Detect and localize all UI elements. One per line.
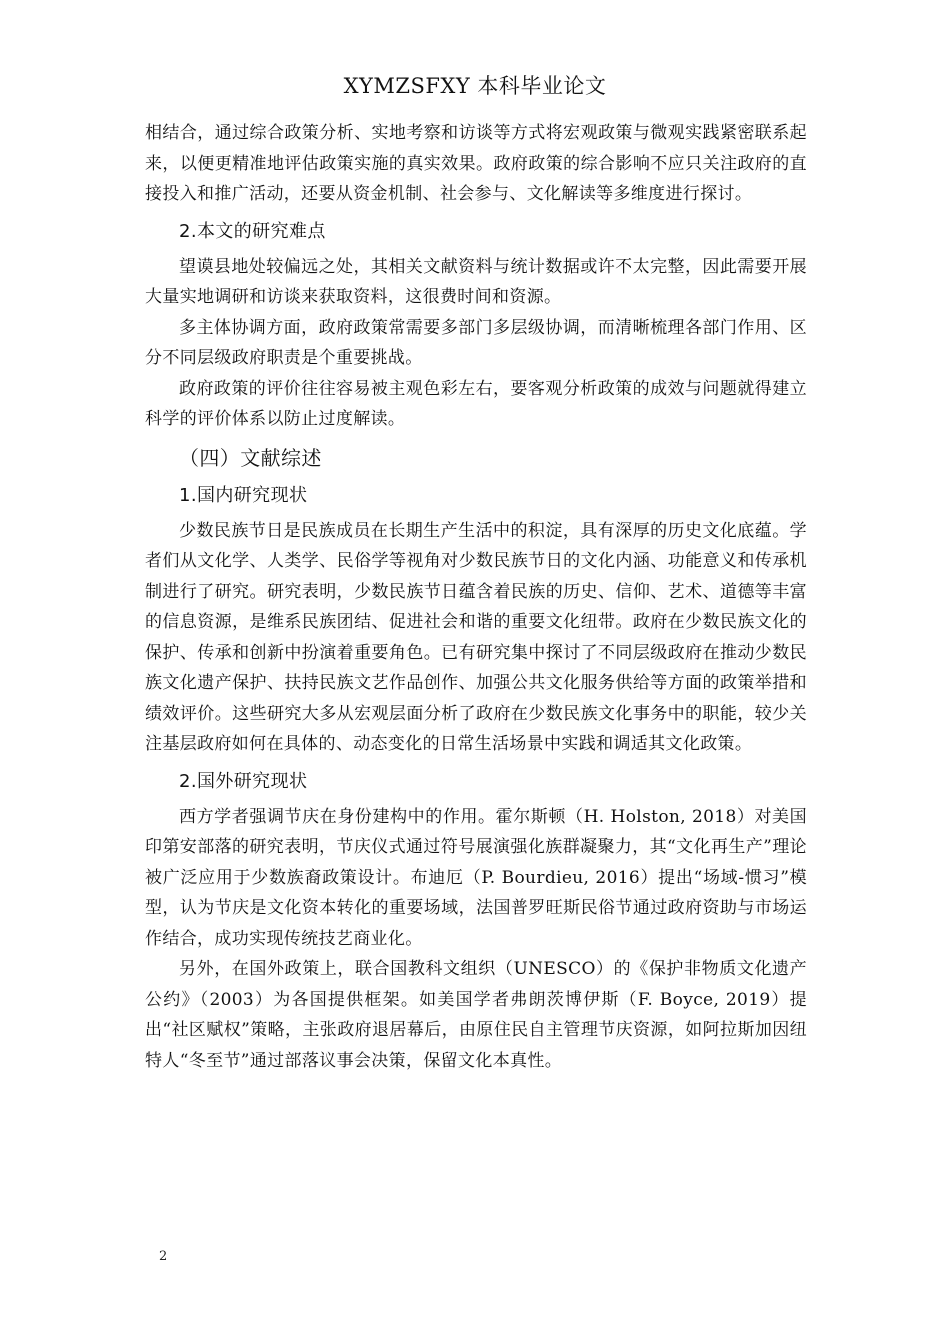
section-heading-foreign-research: 2.国外研究现状 bbox=[179, 770, 308, 792]
paragraph: 另外，在国外政策上，联合国教科文组织（UNESCO）的《保护非物质文化遗产公约》（2003）为各国提供框架。如美国学者弗朗茨博伊斯（F. Boyce, 2019）提出“社区赋权”策略，主张政府退居幕后，由原住民自主管理节庆资源，如阿拉斯加因纽特人“冬至节”通过部落议事会决策，保留文化本真性。 bbox=[145, 959, 807, 1071]
section-heading-domestic-research: 1.国内研究现状 bbox=[179, 484, 308, 506]
paragraph: 政府政策的评价往往容易被主观色彩左右，要客观分析政策的成效与问题就得建立科学的评价体系以防止过度解读。 bbox=[145, 378, 807, 429]
continued-paragraph: 相结合，通过综合政策分析、实地考察和访谈等方式将宏观政策与微观实践紧密联系起来，以便更精准地评估政策实施的真实效果。政府政策的综合影响不应只关注政府的直接投入和推广活动，还要从资金机制、社会参与、文化解读等多维度进行探讨。 bbox=[145, 123, 807, 204]
section-heading-difficulties: 2.本文的研究难点 bbox=[179, 220, 326, 242]
paragraph: 西方学者强调节庆在身份建构中的作用。霍尔斯顿（H. Holston, 2018）对美国印第安部落的研究表明，节庆仪式通过符号展演强化族群凝聚力，其“文化再生产”理论被广泛应用于少数族裔政策设计。布迪厄（P. Bourdieu, 2016）提出“场域-惯习”模型，认为节庆是文化资本转化的重要场域，法国普罗旺斯民俗节通过政府资助与市场运作结合，成功实现传统技艺商业化。 bbox=[145, 806, 807, 949]
running-header: XYMZSFXY 本科毕业论文 bbox=[343, 74, 607, 98]
paragraph: 多主体协调方面，政府政策常需要多部门多层级协调，而清晰梳理各部门作用、区分不同层级政府职责是个重要挑战。 bbox=[145, 317, 807, 368]
paragraph: 望谟县地处较偏远之处，其相关文献资料与统计数据或许不太完整，因此需要开展大量实地调研和访谈来获取资料，这很费时间和资源。 bbox=[145, 256, 807, 307]
page-number: 2 bbox=[159, 1249, 168, 1264]
section-heading-literature-review: （四）文献综述 bbox=[179, 445, 322, 470]
body-text bbox=[145, 118, 807, 1076]
paragraph: 少数民族节日是民族成员在长期生产生活中的积淀，具有深厚的历史文化底蕴。学者们从文化学、人类学、民俗学等视角对少数民族节日的文化内涵、功能意义和传承机制进行了研究。研究表明，少数民族节日蕴含着民族的历史、信仰、艺术、道德等丰富的信息资源，是维系民族团结、促进社会和谐的重要文化纽带。政府在少数民族文化的保护、传承和创新中扮演着重要角色。已有研究集中探讨了不同层级政府在推动少数民族文化遗产保护、扶持民族文艺作品创作、加强公共文化服务供给等方面的政策举措和绩效评价。这些研究大多从宏观层面分析了政府在少数民族文化事务中的职能，较少关注基层政府如何在具体的、动态变化的日常生活场景中实践和调适其文化政策。 bbox=[145, 520, 807, 754]
